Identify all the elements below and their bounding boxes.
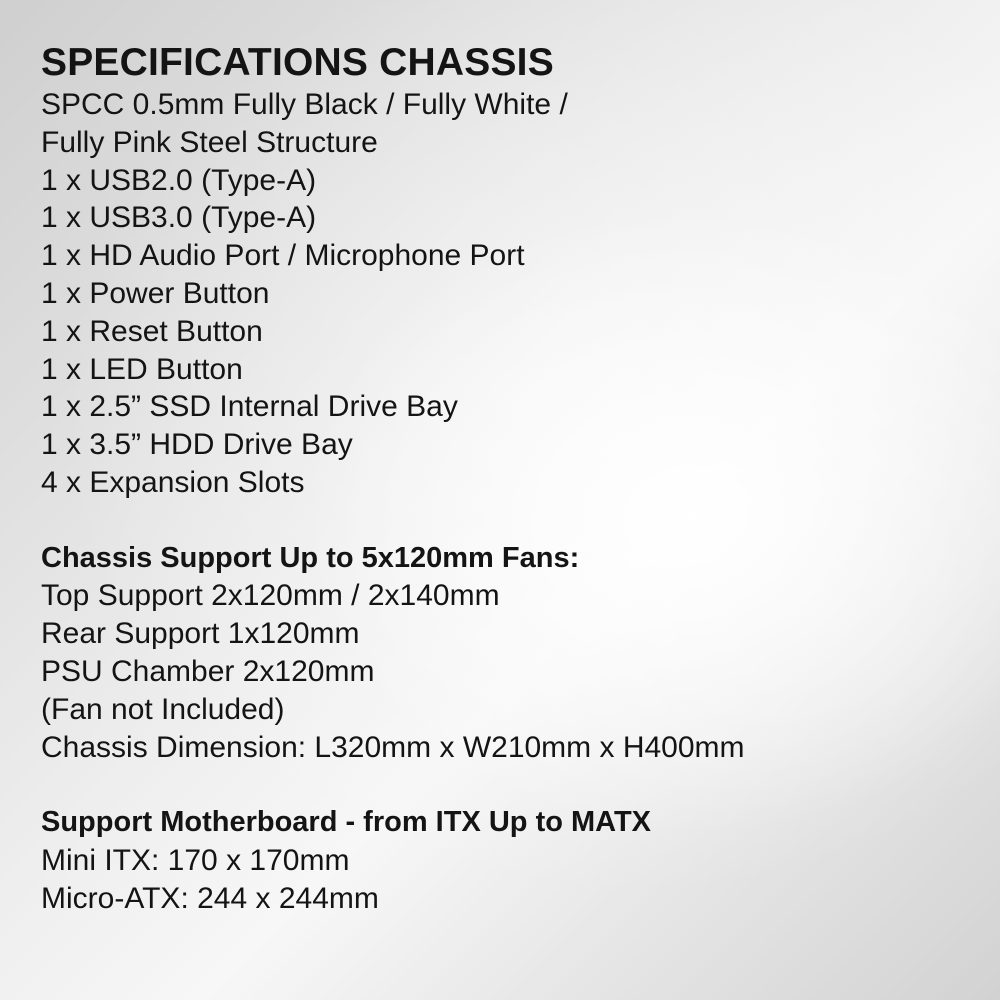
motherboard-heading: Support Motherboard - from ITX Up to MATX — [41, 806, 652, 839]
fans-heading: Chassis Support Up to 5x120mm Fans: — [41, 541, 580, 574]
spec-line: 1 x USB2.0 (Type-A) — [41, 163, 317, 197]
section-spacer — [41, 502, 971, 540]
page-title: SPECIFICATIONS CHASSIS — [41, 41, 554, 84]
motherboard-list — [41, 842, 971, 918]
dimension-line: Chassis Dimension: L320mm x W210mm x H400mm — [41, 730, 745, 764]
spec-line: 1 x HD Audio Port / Microphone Port — [41, 239, 525, 273]
spec-line: 4 x Expansion Slots — [41, 465, 305, 499]
section-spacer — [41, 766, 971, 804]
motherboard-line: Mini ITX: 170 x 170mm — [41, 843, 350, 877]
spec-line: SPCC 0.5mm Fully Black / Fully White / — [41, 88, 568, 121]
spec-line: 1 x 3.5” HDD Drive Bay — [41, 428, 353, 462]
fan-line: Rear Support 1x120mm — [41, 617, 360, 651]
specifications-sheet — [41, 40, 971, 918]
fan-line: Top Support 2x120mm / 2x140mm — [41, 579, 500, 613]
spec-line: 1 x Power Button — [41, 276, 270, 310]
motherboard-line: Micro-ATX: 244 x 244mm — [41, 881, 379, 915]
specs-list — [41, 86, 971, 502]
spec-line: 1 x LED Button — [41, 352, 243, 386]
fan-line: PSU Chamber 2x120mm — [41, 654, 375, 688]
spec-line: 1 x 2.5” SSD Internal Drive Bay — [41, 390, 458, 424]
spec-line: 1 x USB3.0 (Type-A) — [41, 201, 317, 235]
spec-line: Fully Pink Steel Structure — [41, 125, 378, 159]
fans-list — [41, 577, 971, 766]
fan-line: (Fan not Included) — [41, 692, 285, 726]
spec-line: 1 x Reset Button — [41, 314, 263, 348]
